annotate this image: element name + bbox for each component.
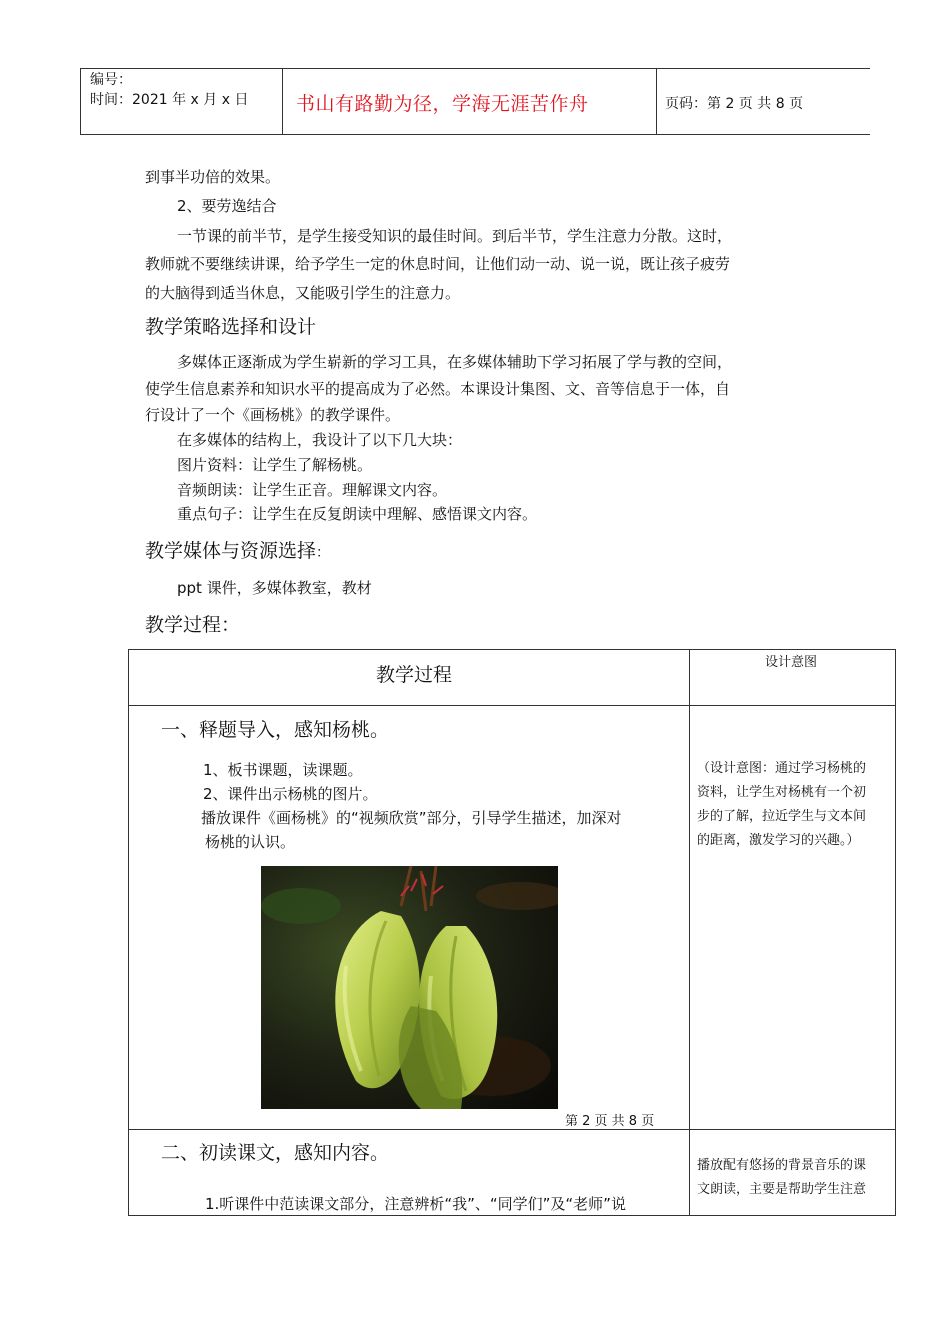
step-item: 杨桃的认识。 [205,833,296,851]
motto: 书山有路勤为径，学海无涯苦作舟 [296,93,589,115]
paragraph-line: 使学生信息素养和知识水平的提高成为了必然。本课设计集图、文、音等信息于一体，自 [145,380,731,398]
table-border [128,649,896,650]
step-item: 1、板书课题，读课题。 [203,761,363,779]
design-note-line: 资料，让学生对杨桃有一个初 [697,785,867,800]
design-note-line: 文朗读，主要是帮助学生注意 [697,1182,867,1197]
paragraph-line: 行设计了一个《画杨桃》的教学课件。 [145,406,401,424]
design-note-line: 播放配有悠扬的背景音乐的课 [697,1158,867,1173]
paragraph-line: 到事半功倍的效果。 [145,168,281,186]
header-meta [90,70,248,110]
step-item: 1.听课件中范读课文部分，注意辨析“我”、“同学们”及“老师”说 [205,1195,626,1213]
heading-colon: ： [316,545,331,561]
list-item: 音频朗读：让学生正音。理解课文内容。 [177,481,448,499]
step-item: 2、课件出示杨桃的图片。 [203,785,378,803]
paragraph-line: 的大脑得到适当休息，又能吸引学生的注意力。 [145,284,461,302]
paragraph-line: 在多媒体的结构上，我设计了以下几大块： [177,431,463,449]
table-border [689,649,690,1216]
page-footer: 第 2 页 共 8 页 [565,1114,655,1129]
table-border [128,1215,896,1216]
step-title: 二、初读课文，感知内容。 [161,1142,390,1164]
section-heading: 教学策略选择和设计 [145,316,317,338]
step-title: 一、释题导入，感知杨桃。 [161,719,390,741]
design-note-line: 步的了解，拉近学生与文本间 [697,809,867,824]
number-label: 编号： [90,72,132,88]
table-border [128,649,129,1216]
list-item: 图片资料：让学生了解杨桃。 [177,456,373,474]
paragraph-line: 多媒体正逐渐成为学生崭新的学习工具，在多媒体辅助下学习拓展了学与教的空间， [177,353,733,371]
header-divider [282,68,283,135]
paragraph-line: 教师就不要继续讲课，给予学生一定的休息时间，让他们动一动、说一说，既让孩子疲劳 [145,255,731,273]
paragraph-line: 一节课的前半节，是学生接受知识的最佳时间。到后半节，学生注意力分散。这时， [177,227,733,245]
step-item: 播放课件《画杨桃》的“视频欣赏”部分，引导学生描述，加深对 [201,809,622,827]
design-note [697,1154,866,1202]
table-border [128,1129,896,1130]
starfruit-photo [261,866,558,1109]
table-border [895,649,896,1216]
design-note-line: （设计意图：通过学习杨桃的 [697,761,867,776]
time-label: 时间：2021 年 x 月 x 日 [90,92,249,108]
table-header-process: 教学过程 [376,664,453,686]
table-header-intent: 设计意图 [765,655,818,670]
section-heading: 教学过程： [145,614,241,636]
starfruit-image [261,866,558,1109]
resources-line: ppt 课件，多媒体教室，教材 [177,579,372,597]
list-item: 重点句子：让学生在反复朗读中理解、感悟课文内容。 [177,505,538,523]
design-note [697,757,866,853]
section-heading [145,539,330,565]
page-code: 页码：第 2 页 共 8 页 [665,96,804,112]
design-note-line: 的距离，激发学习的兴趣。） [697,833,860,848]
header-divider [656,68,657,135]
section-heading-text: 教学媒体与资源选择 [145,540,317,562]
item-title: 2、要劳逸结合 [177,197,277,215]
table-border [128,705,896,706]
